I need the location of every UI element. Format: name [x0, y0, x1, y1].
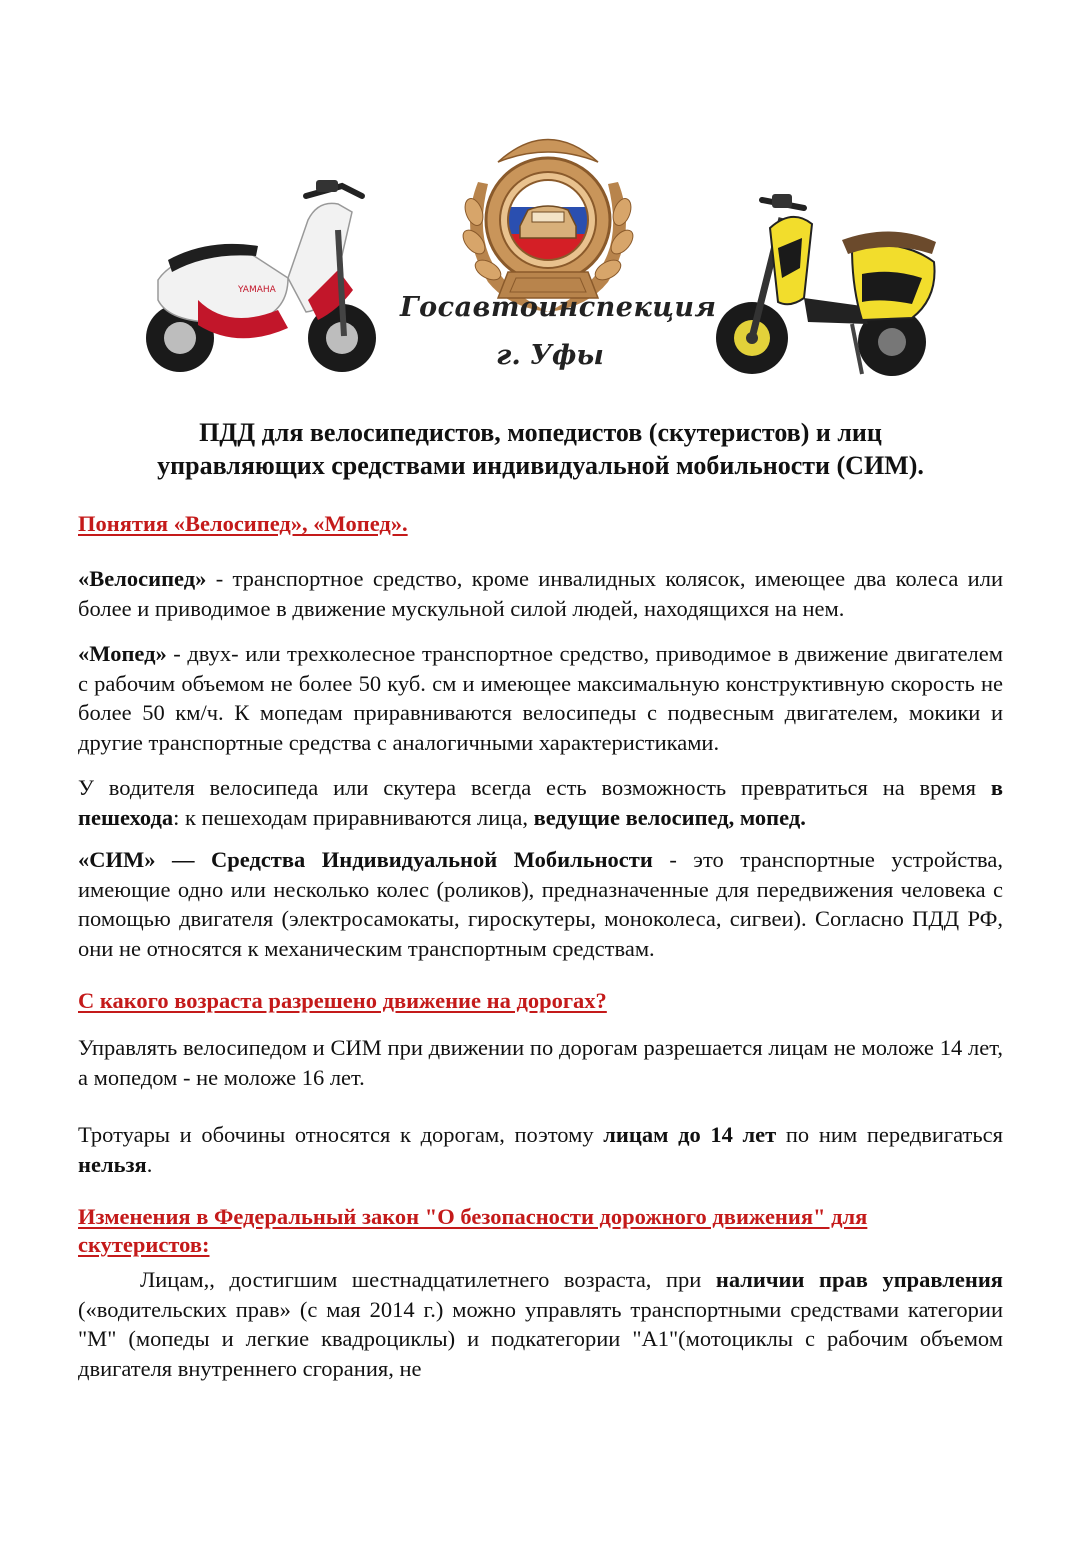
definition-sim	[78, 845, 1003, 963]
definition-bicycle	[78, 564, 1003, 623]
sidewalk-rule-text2: по ним передвигаться	[776, 1122, 1003, 1147]
pedestrian-note-text2: : к пешеходам приравниваются лица,	[173, 804, 534, 830]
term-moped: «Мопед»	[78, 641, 167, 666]
title-line-2: управляющих средствами индивидуальной мобильности (СИМ).	[157, 451, 924, 480]
definition-bicycle-text: - транспортное средство, кроме инвалидных колясок, имеющее два колеса или более и приводимое в движение мускульной силой людей, находящихся на нем.	[78, 566, 1003, 621]
pedestrian-note	[78, 773, 1003, 832]
yellow-black-scooter-image	[712, 178, 948, 380]
pedestrian-note-bold2: ведущие велосипед, мопед.	[533, 804, 806, 830]
sidewalk-rule-bold1: лицам до 14 лет	[603, 1122, 777, 1147]
definition-moped	[78, 639, 1003, 757]
document-title	[78, 416, 1003, 482]
title-line-1: ПДД для велосипедистов, мопедистов (скутеристов) и лиц	[199, 418, 882, 447]
license-rule	[78, 1265, 1003, 1383]
pedestrian-note-bold1: в пешехода	[78, 775, 1003, 830]
sidewalk-rule-text3: .	[146, 1151, 153, 1177]
license-rule-text2: («водительских прав» (с мая 2014 г.) можно управлять транспортными средствами категории "М" (мопеды и легкие квадроциклы) и подкатегории "А1"(мотоциклы с рабочим объемом двигателя внутреннего сгорания, не	[78, 1296, 1003, 1381]
license-rule-text1: Лицам,, достигшим шестнадцатилетнего возраста, при	[140, 1267, 716, 1292]
pedestrian-note-text1: У водителя велосипеда или скутера всегда есть возможность превратиться на время	[78, 775, 991, 800]
white-red-scooter-image	[138, 160, 386, 380]
sidewalk-rule-bold2: нельзя	[78, 1151, 147, 1177]
term-sim: «СИМ» — Средства Индивидуальной Мобильности	[78, 847, 653, 872]
svg-text:YAMAHA: YAMAHA	[238, 285, 276, 295]
emblem-caption-line2: г. Уфы	[496, 340, 604, 371]
emblem-caption-line1: Госавтоинспекция	[400, 292, 717, 323]
document-body	[78, 416, 1003, 1396]
section-heading-law-changes: Изменения в Федеральный закон "О безопасности дорожного движения" для скутеристов:	[78, 1204, 868, 1257]
gosavtoinspekcia-emblem	[448, 122, 648, 318]
term-bicycle: «Велосипед»	[78, 566, 207, 591]
license-rule-bold1: наличии прав управления	[715, 1267, 1003, 1292]
sidewalk-rule-text1: Тротуары и обочины относятся к дорогам, поэтому	[78, 1122, 604, 1147]
age-rule	[78, 1033, 1003, 1092]
age-rule-text: Управлять велосипедом и СИМ при движении по дорогам разрешается лицам не моложе 14 лет, а мопедом - не моложе 16 лет.	[78, 1035, 1003, 1090]
definition-sim-text: - это транспортные устройства, имеющие одно или несколько колес (роликов), предназначенные для передвижения человека с помощью двигателя (электросамокаты, гироскутеры, моноколеса, сигвеи). Согласно ПДД РФ, они не относятся к механическим транспортным средствам.	[78, 847, 1003, 961]
section-heading-age: С какого возраста разрешено движение на дорогах?	[78, 988, 607, 1013]
header-images	[0, 0, 1080, 400]
definition-moped-text: - двух- или трехколесное транспортное средство, приводимое в движение двигателем с рабочим объемом не более 50 куб. см и имеющее максимальную конструктивную скорость не более 50 км/ч. К мопедам приравниваются велосипеды с подвесным двигателем, мокики и другие транспортные средства с аналогичными характеристиками.	[78, 641, 1003, 755]
section-heading-concepts: Понятия «Велосипед», «Мопед».	[78, 511, 408, 536]
sidewalk-rule	[78, 1120, 1003, 1179]
